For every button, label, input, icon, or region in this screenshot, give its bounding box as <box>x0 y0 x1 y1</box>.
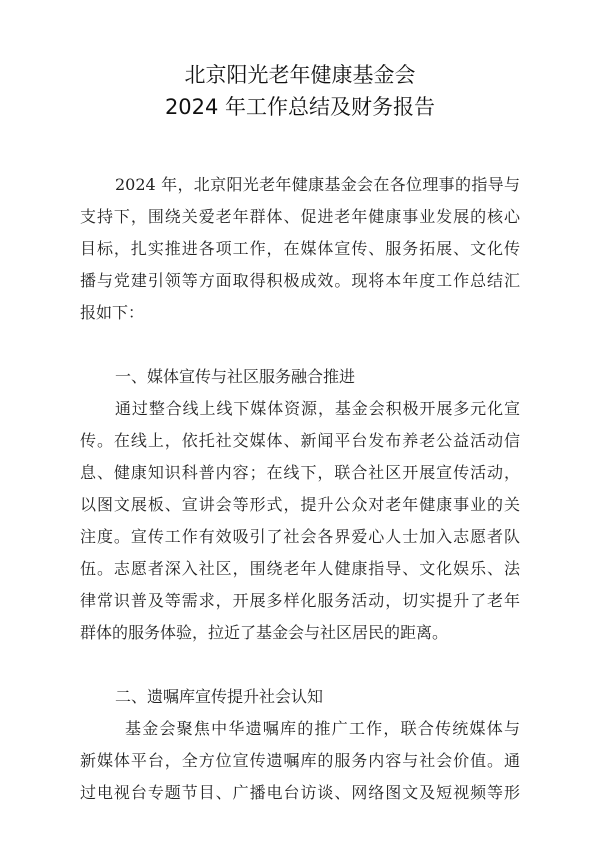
section1-heading: 一、媒体宣传与社区服务融合推进 <box>115 367 356 386</box>
intro-line: 目标，扎实推进各项工作，在媒体宣传、服务拓展、文化传 <box>80 239 520 258</box>
section1-line: 以图文展板、宣讲会等形式，提升公众对老年健康事业的关 <box>80 495 520 514</box>
section1-line: 群体的服务体验，拉近了基金会与社区居民的距离。 <box>80 623 449 642</box>
section1-line: 律常识普及等需求，开展多样化服务活动，切实提升了老年 <box>80 591 520 610</box>
document-title-line1: 北京阳光老年健康基金会 <box>184 63 416 87</box>
section2-line: 过电视台专题节目、广播电台访谈、网络图文及短视频等形 <box>80 783 520 802</box>
section1-line: 注度。宣传工作有效吸引了社会各界爱心人士加入志愿者队 <box>80 527 520 546</box>
document-title-line2: 2024 年工作总结及财务报告 <box>164 95 436 119</box>
section1-line: 通过整合线上线下媒体资源，基金会积极开展多元化宣 <box>115 399 520 418</box>
section2-line: 基金会聚焦中华遗嘱库的推广工作，联合传统媒体与 <box>125 719 520 738</box>
intro-line: 播与党建引领等方面取得积极成效。现将本年度工作总结汇 <box>80 271 520 290</box>
intro-line: 报如下： <box>80 303 145 322</box>
section2-line: 新媒体平台，全方位宣传遗嘱库的服务内容与社会价值。通 <box>80 751 520 770</box>
intro-line: 2024 年，北京阳光老年健康基金会在各位理事的指导与 <box>115 175 520 194</box>
section1-line: 息、健康知识科普内容；在线下，联合社区开展宣传活动， <box>80 463 520 482</box>
section2-heading: 二、遗嘱库宣传提升社会认知 <box>115 687 324 706</box>
intro-line: 支持下，围绕关爱老年群体、促进老年健康事业发展的核心 <box>80 207 520 226</box>
section1-line: 伍。志愿者深入社区，围绕老年人健康指导、文化娱乐、法 <box>80 559 520 578</box>
section1-line: 传。在线上，依托社交媒体、新闻平台发布养老公益活动信 <box>80 431 520 450</box>
